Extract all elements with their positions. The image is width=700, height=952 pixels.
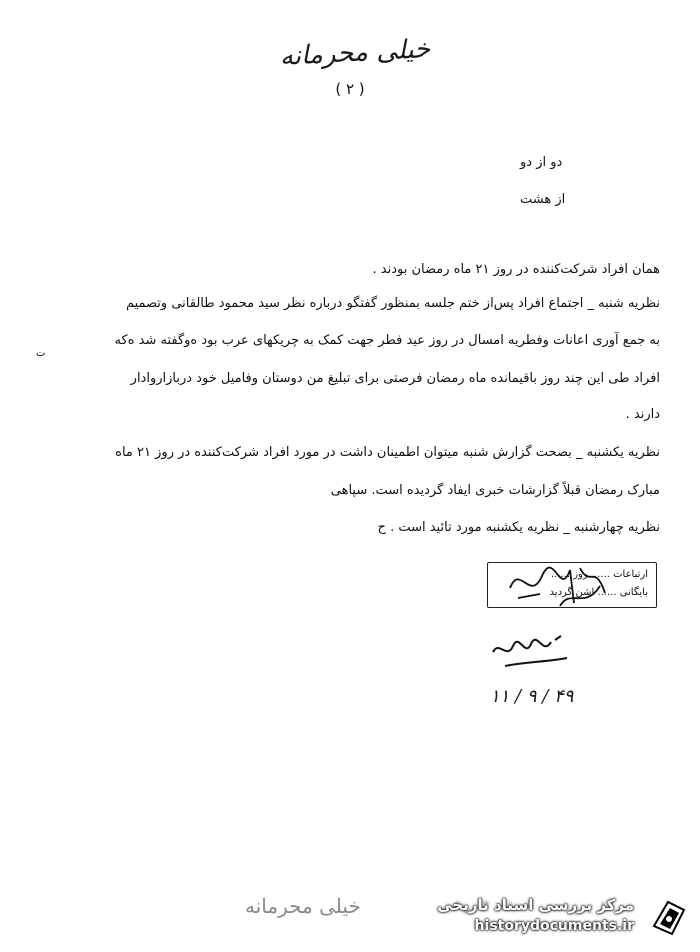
body-line-6: نظریه یکشنبه _ بصحت گزارش شنبه میتوان اطمینان داشت در مورد افراد شرکت‌کننده در روز ۲۱ ماه: [115, 445, 660, 460]
body-line-3: به جمع آوری اعانات وفطریه امسال در روز عید فطر جهت کمک به چریکهای عرب بود ه‌وگفته شد ه‌که: [114, 333, 660, 348]
copy-series-line: از هشت: [520, 192, 566, 207]
stamp-handwriting-mark: [500, 558, 620, 613]
body-line-2: نظریه شنبه _ اجتماع افراد پس‌از ختم جلسه بمنظور گفتگو درباره نظر سید محمود طالقانی وتصمیم: [125, 296, 660, 311]
body-line-4: افراد طی این چند روز باقیمانده ماه رمضان فرصتی برای تبلیغ من دوستان وفامیل خود دربازاروادار: [130, 371, 660, 386]
page-number: ( ۲ ): [335, 80, 365, 98]
body-line-7: مبارک رمضان قبلاً گزارشات خبری ایفاد گردیده است. سپاهی: [330, 483, 660, 498]
classification-heading: خیلی محرمانه: [279, 34, 431, 72]
signature-date: ۱۱ / ۹ / ۴۹: [490, 686, 574, 707]
archive-watermark: [410, 894, 690, 944]
watermark-url: historydocuments.ir: [474, 918, 634, 934]
stamp-line-1: ارتباعات ...... روز ......: [550, 569, 648, 580]
body-line-1: همان افراد شرکت‌کننده در روز ۲۱ ماه رمضان بودند .: [372, 262, 660, 277]
copy-count-line: دو از دو: [520, 155, 563, 170]
body-line-8: نظریه چهارشنبه _ نظریه یکشنبه مورد تائید است . ح: [377, 520, 660, 535]
stamp-line-2: بایگانی ...... اشن گردید: [549, 587, 648, 598]
signature-mark: [485, 632, 575, 722]
footer-faint-classification: خیلی محرمانه: [245, 894, 361, 918]
archive-logo-icon: [648, 896, 690, 938]
margin-correction: ت: [36, 348, 46, 359]
watermark-title: مرکز بررسی اسناد تاریخی: [437, 896, 634, 914]
body-line-5: دارند .: [625, 407, 660, 422]
